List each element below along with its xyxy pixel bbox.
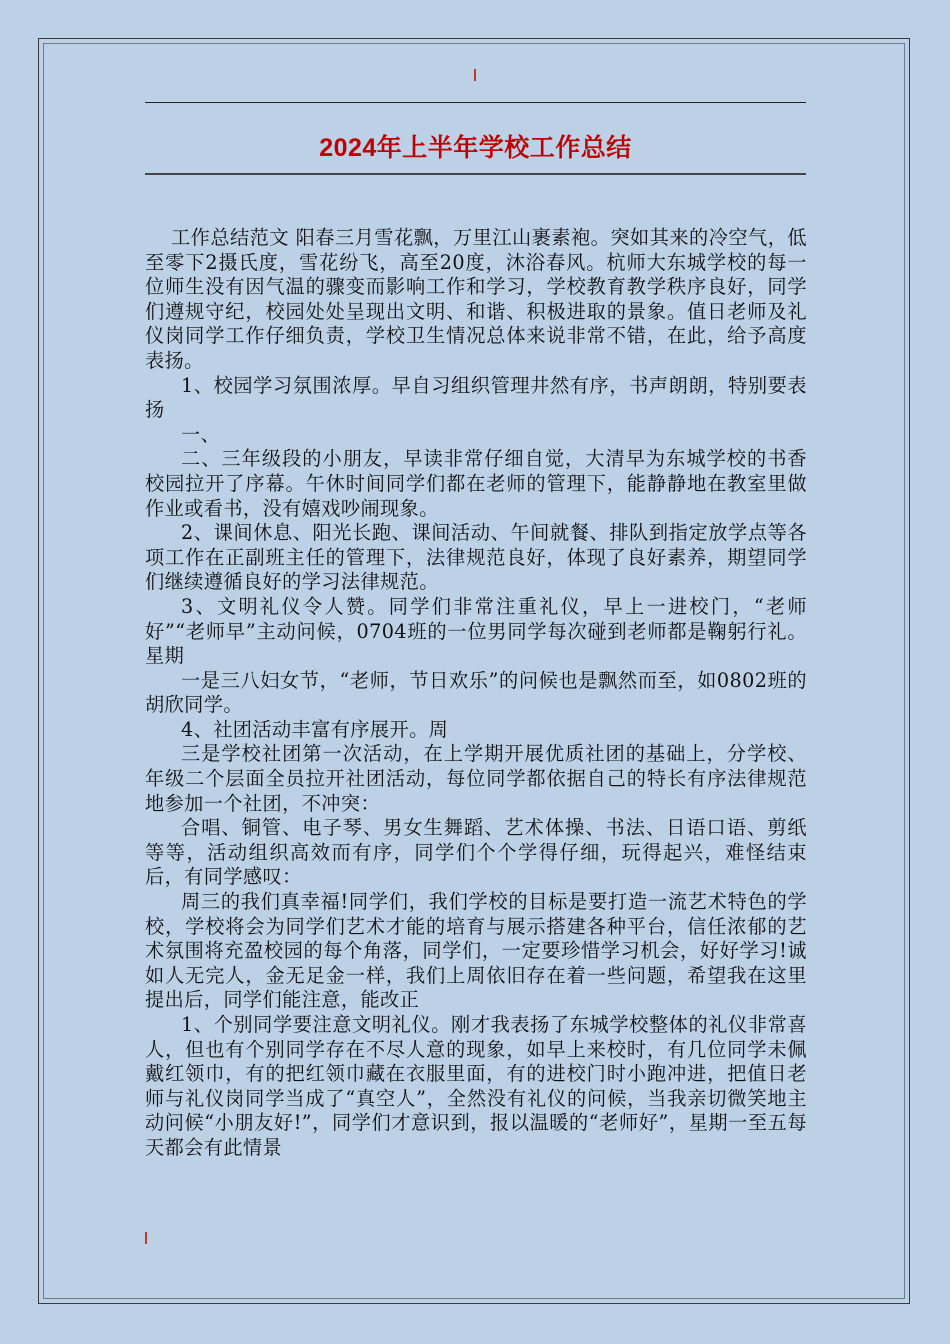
paragraph: 4、社团活动丰富有序展开。周 [181, 717, 449, 741]
paragraph: 一是三八妇女节，“老师，节日欢乐”的问候也是飘然而至，如0802班的胡欣同学。 [145, 668, 807, 717]
paragraph: 一、 [181, 422, 221, 446]
paragraph: 1、校园学习氛围浓厚。早自习组织管理井然有序，书声朗朗，特别要表扬 [145, 373, 807, 422]
title-rule [145, 173, 806, 175]
paragraph: 三是学校社团第一次活动，在上学期开展优质社团的基础上，分学校、年级二个层面全员拉开社团活动，每位同学都依据自己的特长有序法律规范地参加一个社团，不冲突： [145, 742, 807, 815]
header-rule [145, 102, 806, 103]
header-mark [474, 69, 476, 81]
paragraph: 二、三年级段的小朋友，早读非常仔细自觉，大清早为东城学校的书香校园拉开了序幕。午休时间同学们都在老师的管理下，能静静地在教室里做作业或看书，没有嬉戏吵闹现象。 [145, 447, 807, 520]
paragraph: 周三的我们真幸福!同学们，我们学校的目标是要打造一流艺术特色的学校，学校将会为同学们艺术才能的培育与展示搭建各种平台，信任浓郁的艺术氛围将充盈校园的每个角落，同学们，一定要珍惜学习机会，好好学习!诚如人无完人，金无足金一样，我们上周依旧存在着一些问题，希望我在这里提出后，同学们能注意，能改正 [145, 890, 807, 1012]
paragraph: 工作总结范文 阳春三月雪花飘，万里江山裹素袍。突如其来的冷空气，低至零下2摄氏度，雪花纷飞，高至20度，沐浴春风。杭师大东城学校的每一位师生没有因气温的骤变而影响工作和学习，学校教育教学秩序良好，同学们遵规守纪，校园处处呈现出文明、和谐、积极进取的景象。值日老师及礼仪岗同学工作仔细负责，学校卫生情况总体来说非常不错，在此，给予高度表扬。 [145, 226, 807, 372]
paragraph: 1、个别同学要注意文明礼仪。刚才我表扬了东城学校整体的礼仪非常喜人，但也有个别同学存在不尽人意的现象，如早上来校时，有几位同学未佩戴红领巾，有的把红领巾藏在衣服里面，有的进校门时小跑冲进，把值日老师与礼仪岗同学当成了“真空人”，全然没有礼仪的问候，当我亲切微笑地主动问候“小朋友好!”，同学们才意识到，报以温暖的“老师好”，星期一至五每天都会有此情景 [145, 1013, 807, 1159]
paragraph: 3、文明礼仪令人赞。同学们非常注重礼仪，早上一进校门，“老师好”“老师早”主动问候，0704班的一位男同学每次碰到老师都是鞠躬行礼。星期 [145, 594, 807, 668]
footer-mark [145, 1232, 147, 1244]
document-body [145, 226, 807, 1161]
paragraph: 2、课间休息、阳光长跑、课间活动、午间就餐、排队到指定放学点等各项工作在正副班主任的管理下，法律规范良好，体现了良好素养，期望同学们继续遵循良好的学习法律规范。 [145, 521, 807, 594]
paragraph: 合唱、铜管、电子琴、男女生舞蹈、艺术体操、书法、日语口语、剪纸等等，活动组织高效而有序，同学们个个学得仔细，玩得起兴，难怪结束后，有同学感叹： [145, 816, 807, 889]
document-title: 2024年上半年学校工作总结 [319, 134, 632, 162]
